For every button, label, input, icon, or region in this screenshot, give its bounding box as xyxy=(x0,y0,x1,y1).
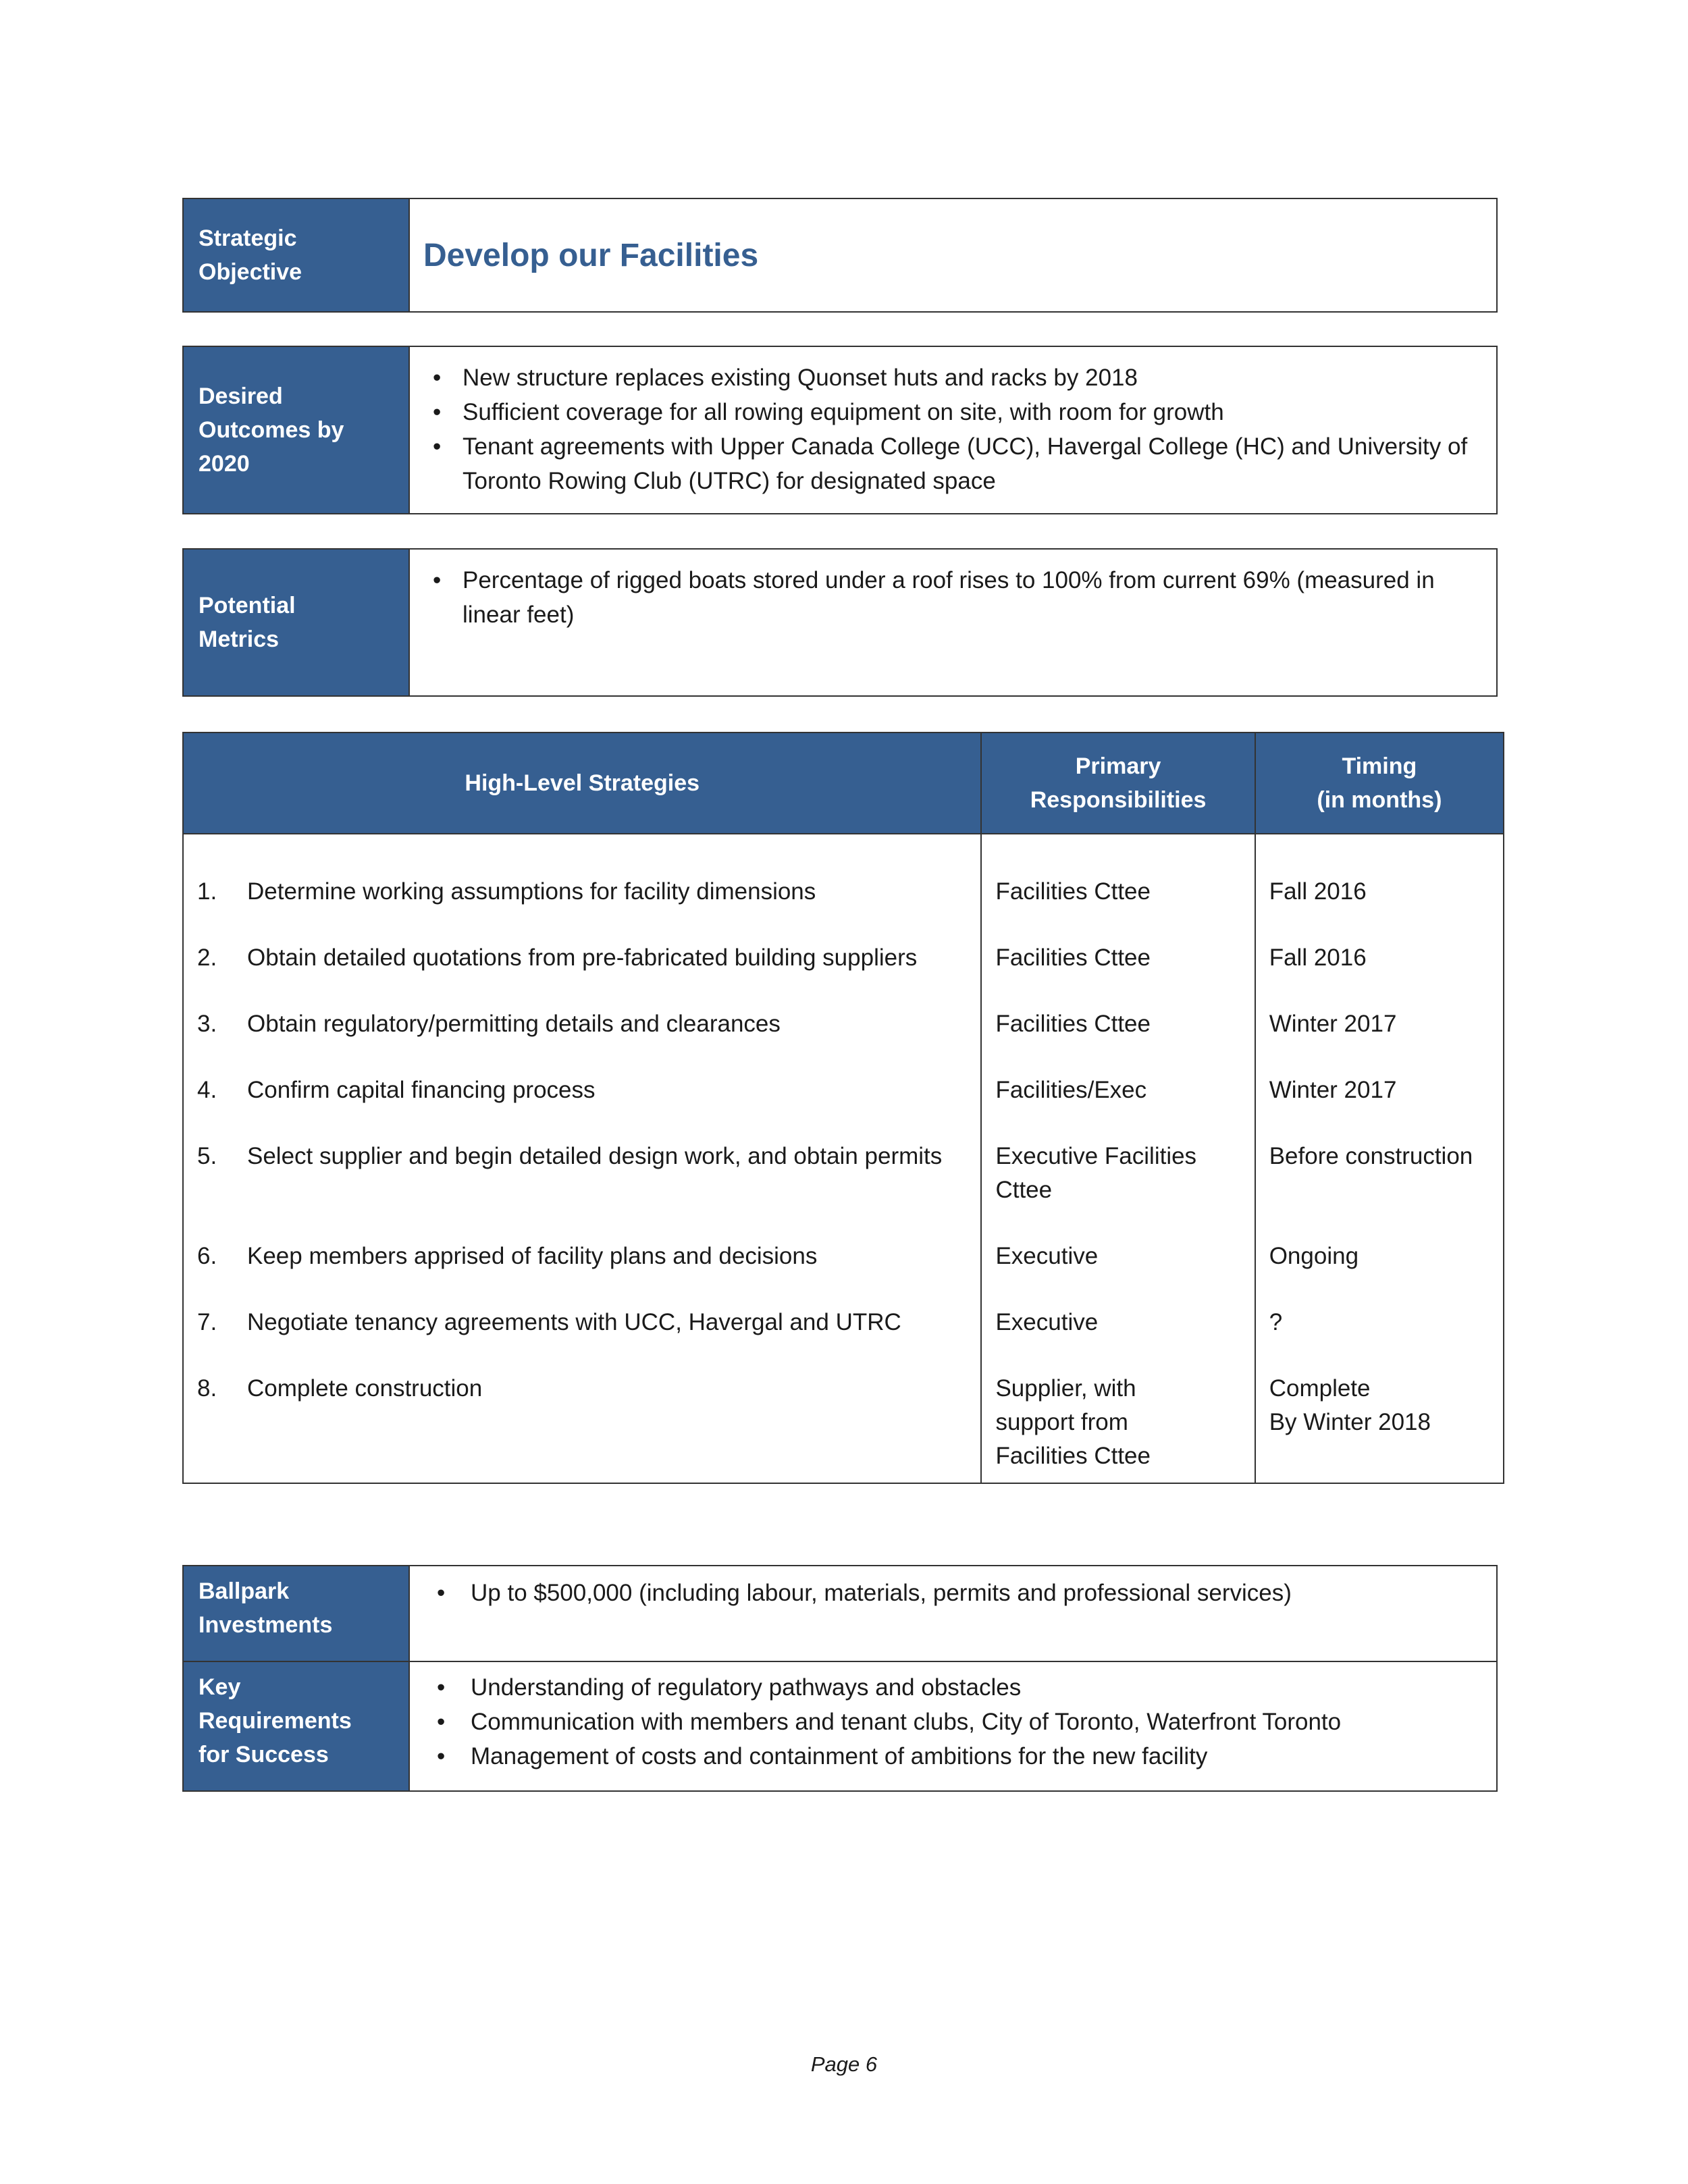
timing-cell: ? xyxy=(1255,1306,1504,1372)
objective-title: Develop our Facilities xyxy=(423,237,759,273)
timing-cell: Ongoing xyxy=(1255,1240,1504,1306)
potential-metrics-label-text: Potential Metrics xyxy=(199,593,296,652)
outcome-item: • Sufficient coverage for all rowing equipment on site, with room for growth xyxy=(423,395,1483,429)
table-row xyxy=(183,1240,1504,1306)
responsibility-cell: Executive Facilities Cttee xyxy=(981,1140,1255,1240)
row-number: 1. xyxy=(197,878,217,905)
row-number: 8. xyxy=(197,1375,217,1402)
timing-cell: Before construction xyxy=(1255,1140,1504,1240)
responsibility-cell: Facilities/Exec xyxy=(981,1073,1255,1140)
desired-outcomes-label xyxy=(184,347,410,513)
table-row xyxy=(183,1372,1504,1483)
outcome-item: • Tenant agreements with Upper Canada College (UCC), Havergal College (HC) and University of Toronto Rowing Club (UTRC) for designated space xyxy=(423,429,1483,498)
strategy-text: Keep members apprised of facility plans and decisions xyxy=(247,1243,818,1269)
page-number: Page 6 xyxy=(810,2052,878,2076)
requirement-item: • Understanding of regulatory pathways and obstacles xyxy=(423,1670,1483,1705)
row-number: 5. xyxy=(197,1143,217,1169)
row-number: 7. xyxy=(197,1309,217,1335)
metric-item: • Percentage of rigged boats stored under a roof rises to 100% from current 69% (measured in linear feet) xyxy=(423,563,1483,632)
row-number: 4. xyxy=(197,1077,217,1103)
responsibility-cell: Supplier, with support from Facilities Cttee xyxy=(981,1372,1255,1483)
table-row xyxy=(183,1073,1504,1140)
strategy-text: Select supplier and begin detailed design work, and obtain permits xyxy=(247,1143,943,1169)
desired-outcomes-box xyxy=(182,346,1498,514)
timing-cell: Winter 2017 xyxy=(1255,1073,1504,1140)
timing-cell: Winter 2017 xyxy=(1255,1007,1504,1073)
responsibility-cell: Facilities Cttee xyxy=(981,1007,1255,1073)
requirements-label xyxy=(184,1662,410,1790)
investments-label-text: Ballpark Investments xyxy=(199,1578,333,1638)
strategy-text: Determine working assumptions for facility dimensions xyxy=(247,878,816,905)
requirement-item: • Management of costs and containment of ambitions for the new facility xyxy=(423,1739,1483,1774)
table-row xyxy=(183,1007,1504,1073)
investments-requirements-box xyxy=(182,1565,1498,1792)
outcome-item: • New structure replaces existing Quonset huts and racks by 2018 xyxy=(423,361,1483,395)
outcomes-list xyxy=(423,361,1483,498)
table-row xyxy=(183,834,1504,941)
row-number: 2. xyxy=(197,944,217,971)
requirement-item: • Communication with members and tenant clubs, City of Toronto, Waterfront Toronto xyxy=(423,1705,1483,1739)
row-number: 3. xyxy=(197,1011,217,1037)
strategic-objective-label-text: Strategic Objective xyxy=(199,225,302,285)
strategy-text: Obtain regulatory/permitting details and clearances xyxy=(247,1011,781,1037)
strategies-header: High-Level Strategies xyxy=(183,733,981,834)
requirements-label-text: Key Requirements for Success xyxy=(199,1674,352,1767)
timing-cell: Fall 2016 xyxy=(1255,941,1504,1007)
potential-metrics-label xyxy=(184,550,410,695)
strategies-table xyxy=(182,732,1504,1484)
timing-cell: Complete By Winter 2018 xyxy=(1255,1372,1504,1483)
responsibility-cell: Executive xyxy=(981,1306,1255,1372)
timing-cell: Fall 2016 xyxy=(1255,834,1504,941)
requirements-row xyxy=(184,1661,1496,1790)
strategic-objective-label xyxy=(184,199,410,311)
desired-outcomes-label-text: Desired Outcomes by 2020 xyxy=(199,383,344,477)
strategic-objective-box xyxy=(182,198,1498,313)
strategy-text: Confirm capital financing process xyxy=(247,1077,596,1103)
investment-item: • Up to $500,000 (including labour, materials, permits and professional services) xyxy=(423,1576,1483,1610)
responsibility-cell: Facilities Cttee xyxy=(981,834,1255,941)
row-number: 6. xyxy=(197,1243,217,1269)
responsibility-cell: Facilities Cttee xyxy=(981,941,1255,1007)
strategy-text: Complete construction xyxy=(247,1375,483,1402)
investments-row xyxy=(184,1566,1496,1661)
strategy-text: Obtain detailed quotations from pre-fabricated building suppliers xyxy=(247,944,918,971)
metrics-list xyxy=(423,563,1483,632)
table-row xyxy=(183,941,1504,1007)
table-row xyxy=(183,1306,1504,1372)
timing-header: Timing (in months) xyxy=(1255,733,1504,834)
strategy-text: Negotiate tenancy agreements with UCC, Havergal and UTRC xyxy=(247,1309,901,1335)
potential-metrics-box xyxy=(182,548,1498,697)
investments-label xyxy=(184,1566,410,1661)
investments-list xyxy=(423,1576,1483,1610)
table-row xyxy=(183,1140,1504,1240)
responsibility-cell: Executive xyxy=(981,1240,1255,1306)
requirements-list xyxy=(423,1670,1483,1774)
responsibilities-header: Primary Responsibilities xyxy=(981,733,1255,834)
